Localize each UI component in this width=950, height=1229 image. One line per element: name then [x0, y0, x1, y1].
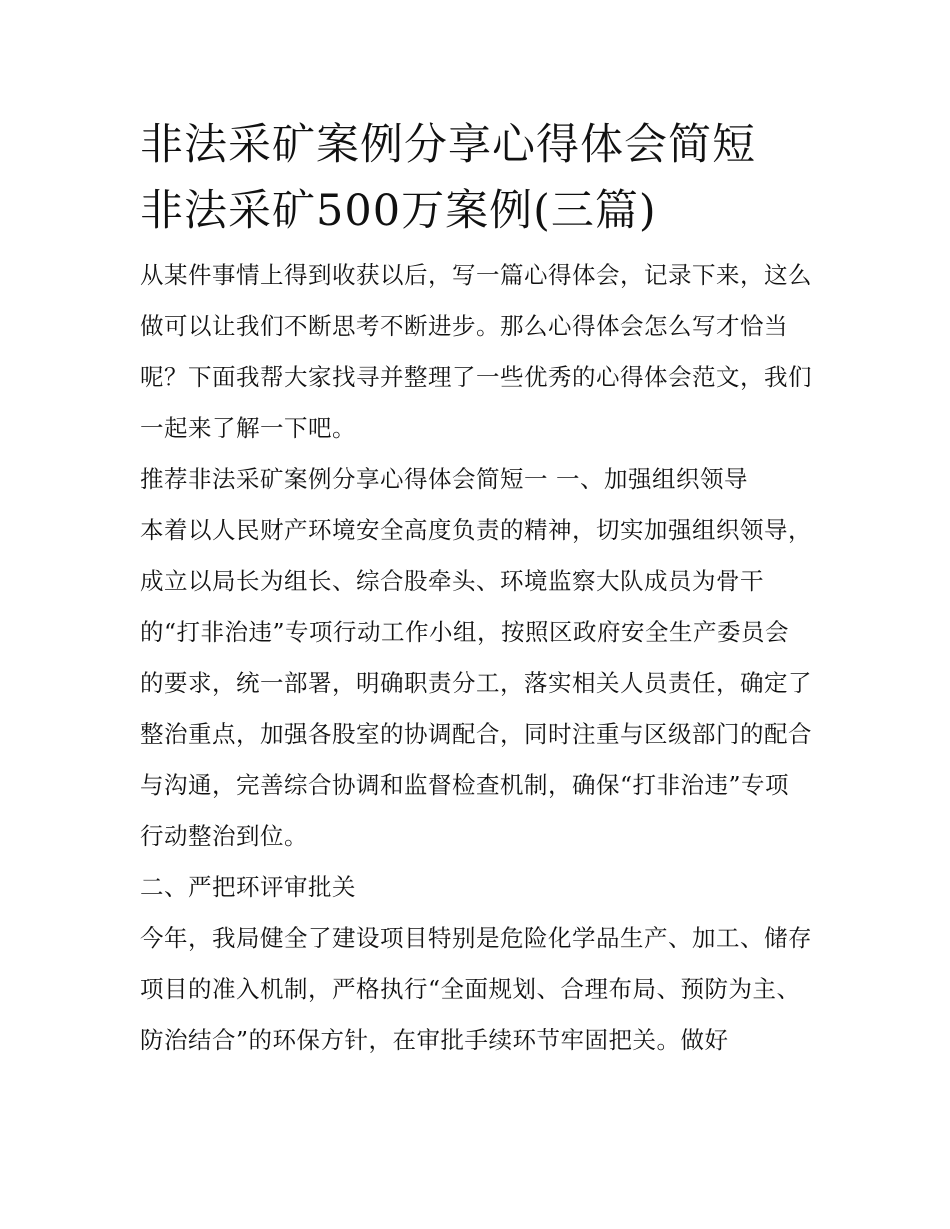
paragraph-intro: 从某件事情上得到收获以后，写一篇心得体会，记录下来，这么做可以让我们不断思考不断进步。那么心得体会怎么写才恰当呢？下面我帮大家找寻并整理了一些优秀的心得体会范文，我们一起来了解一下吧。: [140, 261, 812, 442]
paragraph-section-two-heading: 二、严把环评审批关: [140, 873, 356, 901]
document-body: [140, 250, 812, 1066]
paragraph-section-one-heading: 推荐非法采矿案例分享心得体会简短一 一、加强组织领导: [140, 465, 748, 493]
document-title: 非法采矿案例分享心得体会简短 非法采矿500万案例(三篇): [140, 120, 756, 236]
paragraph-section-one-body: 本着以人民财产环境安全高度负责的精神，切实加强组织领导，成立以局长为组长、综合股牵头、环境监察大队成员为骨干的“打非治违”专项行动工作小组，按照区政府安全生产委员会的要求，统一部署，明确职责分工，落实相关人员责任，确定了整治重点，加强各股室的协调配合，同时注重与区级部门的配合与沟通，完善综合协调和监督检查机制，确保“打非治违”专项行动整治到位。: [140, 516, 812, 850]
paragraph-section-two-body: 今年，我局健全了建设项目特别是危险化学品生产、加工、储存项目的准入机制，严格执行“全面规划、合理布局、预防为主、防治结合”的环保方针，在审批手续环节牢固把关。做好: [140, 924, 812, 1054]
document-content: [140, 112, 812, 1066]
